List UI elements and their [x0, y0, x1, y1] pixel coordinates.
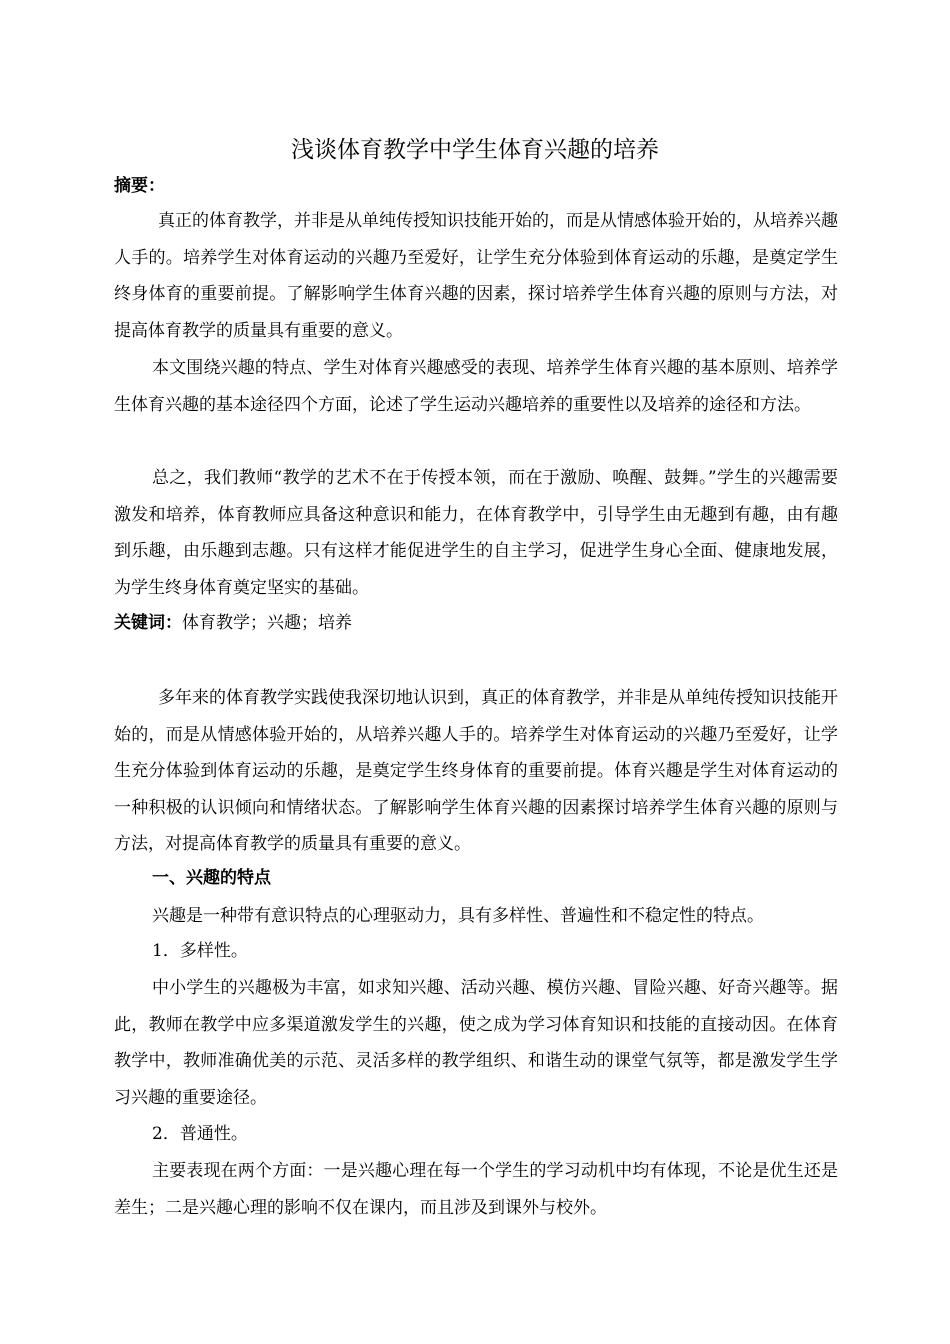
- item-2-text: 主要表现在两个方面：一是兴趣心理在每一个学生的学习动机中均有体现，不论是优生还是差生；二是兴趣心理的影响不仅在课内，而且涉及到课外与校外。: [114, 1161, 838, 1218]
- item-1-label: 1．多样性。: [152, 941, 248, 961]
- section-1-intro: 兴趣是一种带有意识特点的心理驱动力，具有多样性、普遍性和不稳定性的特点。: [152, 906, 764, 926]
- item-1-text: 中小学生的兴趣极为丰富，如求知兴趣、活动兴趣、模仿兴趣、冒险兴趣、好奇兴趣等。据此，教师在教学中应多渠道激发学生的兴趣，使之成为学习体育知识和技能的直接动因。在体育教学中，教师准确优美的示范、灵活多样的教学组织、和谐生动的课堂气氛等，都是激发学生学习兴趣的重要途径。: [114, 978, 838, 1108]
- document-title: 浅谈体育教学中学生体育兴趣的培养: [291, 137, 659, 163]
- abstract-paragraph-1: 真正的体育教学，并非是从单纯传授知识技能开始的，而是从情感体验开始的，从培养兴趣人手的。培养学生对体育运动的兴趣乃至爱好，让学生充分体验到体育运动的乐趣，是奠定学生终身体育的重要前提。了解影响学生体育兴趣的因素，探讨培养学生体育兴趣的原则与方法，对提高体育教学的质量具有重要的意义。: [114, 211, 838, 341]
- section-1-heading: 一、兴趣的特点: [152, 868, 271, 888]
- abstract-label: 摘要：: [114, 176, 165, 196]
- abstract-paragraph-2: 本文围绕兴趣的特点、学生对体育兴趣感受的表现、培养学生体育兴趣的基本原则、培养学生体育兴趣的基本途径四个方面，论述了学生运动兴趣培养的重要性以及培养的途径和方法。: [114, 358, 838, 415]
- intro-paragraph: 多年来的体育教学实践使我深切地认识到，真正的体育教学，并非是从单纯传授知识技能开始的，而是从情感体验开始的，从培养兴趣人手的。培养学生对体育运动的兴趣乃至爱好，让学生充分体验到体育运动的乐趣，是奠定学生终身体育的重要前提。体育兴趣是学生对体育运动的一种积极的认识倾向和情绪状态。了解影响学生体育兴趣的因素探讨培养学生体育兴趣的原则与方法，对提高体育教学的质量具有重要的意义。: [114, 688, 838, 855]
- keywords-label: 关键词：: [114, 613, 182, 633]
- keywords-text: 体育教学；兴趣；培养: [182, 613, 352, 633]
- abstract-paragraph-3: 总之，我们教师“教学的艺术不在于传授本领，而在于激励、唤醒、鼓舞。”学生的兴趣需要激发和培养，体育教师应具备这种意识和能力，在体育教学中，引导学生由无趣到有趣，由有趣到乐趣，由乐趣到志趣。只有这样才能促进学生的自主学习，促进学生身心全面、健康地发展，为学生终身体育奠定坚实的基础。: [114, 468, 838, 598]
- item-2-label: 2．普通性。: [152, 1124, 248, 1144]
- keywords-line: [114, 608, 352, 638]
